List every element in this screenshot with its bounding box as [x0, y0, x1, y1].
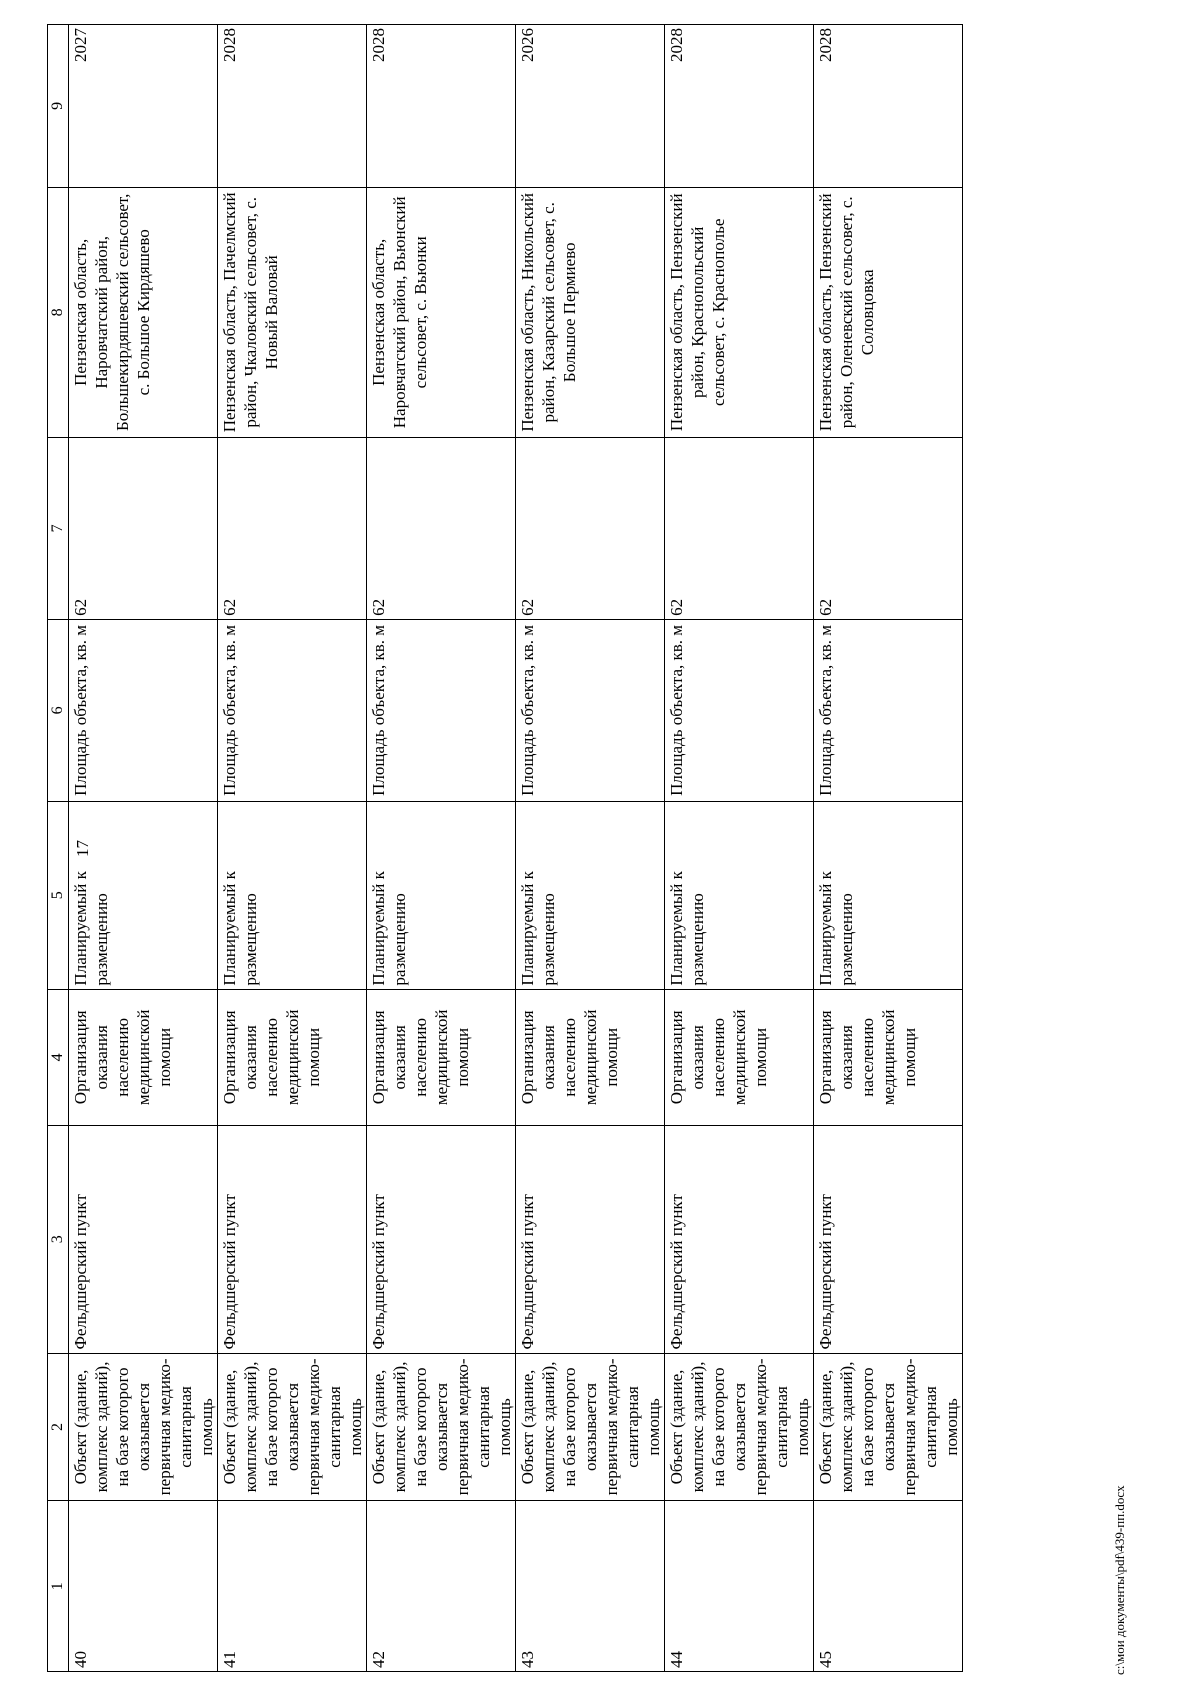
status-cell: Планируемый к размещению: [218, 801, 367, 989]
purpose-cell: Организация оказания населению медицинской помощи: [69, 989, 218, 1125]
location-cell: Пензенская область, Пензенский район, Оленевский сельсовет, с. Соловцовка: [814, 187, 963, 437]
year-cell: 2027: [69, 25, 218, 188]
row-number-cell: 45: [814, 1501, 963, 1672]
year-cell: 2028: [218, 25, 367, 188]
characteristic-cell: Площадь объекта, кв. м: [516, 619, 665, 801]
characteristic-cell: Площадь объекта, кв. м: [814, 619, 963, 801]
row-number-cell: 42: [367, 1501, 516, 1672]
column-header: 8: [48, 187, 69, 437]
location-cell: Пензенская область, Пензенский район, Краснопольский сельсовет, с. Краснополье: [665, 187, 814, 437]
table-row: [367, 25, 516, 1672]
table-row: [218, 25, 367, 1672]
characteristic-cell: Площадь объекта, кв. м: [367, 619, 516, 801]
object-type-cell: Объект (здание, комплекс зданий), на базе которого оказывается первичная медико-санитарная помощь: [218, 1353, 367, 1501]
purpose-cell: Организация оказания населению медицинской помощи: [516, 989, 665, 1125]
table-row: [814, 25, 963, 1672]
column-header: 1: [48, 1501, 69, 1672]
table-row: [516, 25, 665, 1672]
row-number-cell: 40: [69, 1501, 218, 1672]
column-header: 2: [48, 1353, 69, 1501]
column-header: 3: [48, 1126, 69, 1353]
value-cell: 62: [367, 437, 516, 619]
location-cell: Пензенская область, Наровчатский район, Вьюнский сельсовет, с. Вьюнки: [367, 187, 516, 437]
object-name-cell: Фельдшерский пункт: [516, 1126, 665, 1353]
characteristic-cell: Площадь объекта, кв. м: [665, 619, 814, 801]
object-type-cell: Объект (здание, комплекс зданий), на базе которого оказывается первичная медико-санитарная помощь: [69, 1353, 218, 1501]
column-header: 5: [48, 801, 69, 989]
value-cell: 62: [516, 437, 665, 619]
file-path-footer: c:\мои документы\pdf\439-пп.docx: [1112, 1485, 1127, 1675]
column-header: 7: [48, 437, 69, 619]
purpose-cell: Организация оказания населению медицинской помощи: [665, 989, 814, 1125]
object-name-cell: Фельдшерский пункт: [665, 1126, 814, 1353]
year-cell: 2026: [516, 25, 665, 188]
column-header: 4: [48, 989, 69, 1125]
table-row: [665, 25, 814, 1672]
facilities-table: [47, 24, 963, 1672]
status-cell: Планируемый к размещению: [367, 801, 516, 989]
object-type-cell: Объект (здание, комплекс зданий), на базе которого оказывается первичная медико-санитарная помощь: [367, 1353, 516, 1501]
value-cell: 62: [69, 437, 218, 619]
object-type-cell: Объект (здание, комплекс зданий), на базе которого оказывается первичная медико-санитарная помощь: [516, 1353, 665, 1501]
object-type-cell: Объект (здание, комплекс зданий), на базе которого оказывается первичная медико-санитарная помощь: [665, 1353, 814, 1501]
column-header: 6: [48, 619, 69, 801]
characteristic-cell: Площадь объекта, кв. м: [69, 619, 218, 801]
purpose-cell: Организация оказания населению медицинской помощи: [367, 989, 516, 1125]
location-cell: Пензенская область, Наровчатский район, Большекирдяшевский сельсовет, с. Большое Кирдяшево: [69, 187, 218, 437]
purpose-cell: Организация оказания населению медицинской помощи: [218, 989, 367, 1125]
value-cell: 62: [218, 437, 367, 619]
value-cell: 62: [814, 437, 963, 619]
page-number: 17: [73, 840, 92, 857]
object-name-cell: Фельдшерский пункт: [218, 1126, 367, 1353]
column-header: 9: [48, 25, 69, 188]
table-header-row: [48, 25, 69, 1672]
status-cell: Планируемый к размещению: [69, 801, 218, 989]
object-name-cell: Фельдшерский пункт: [367, 1126, 516, 1353]
location-cell: Пензенская область, Пачелмский район, Чкаловский сельсовет, с. Новый Валовай: [218, 187, 367, 437]
status-cell: Планируемый к размещению: [665, 801, 814, 989]
object-name-cell: Фельдшерский пункт: [69, 1126, 218, 1353]
table-row: [69, 25, 218, 1672]
location-cell: Пензенская область, Никольский район, Казарский сельсовет, с. Большое Пермиево: [516, 187, 665, 437]
value-cell: 62: [665, 437, 814, 619]
year-cell: 2028: [367, 25, 516, 188]
object-name-cell: Фельдшерский пункт: [814, 1126, 963, 1353]
characteristic-cell: Площадь объекта, кв. м: [218, 619, 367, 801]
row-number-cell: 44: [665, 1501, 814, 1672]
purpose-cell: Организация оказания населению медицинской помощи: [814, 989, 963, 1125]
row-number-cell: 43: [516, 1501, 665, 1672]
object-type-cell: Объект (здание, комплекс зданий), на базе которого оказывается первичная медико-санитарная помощь: [814, 1353, 963, 1501]
row-number-cell: 41: [218, 1501, 367, 1672]
year-cell: 2028: [665, 25, 814, 188]
year-cell: 2028: [814, 25, 963, 188]
status-cell: Планируемый к размещению: [516, 801, 665, 989]
status-cell: Планируемый к размещению: [814, 801, 963, 989]
